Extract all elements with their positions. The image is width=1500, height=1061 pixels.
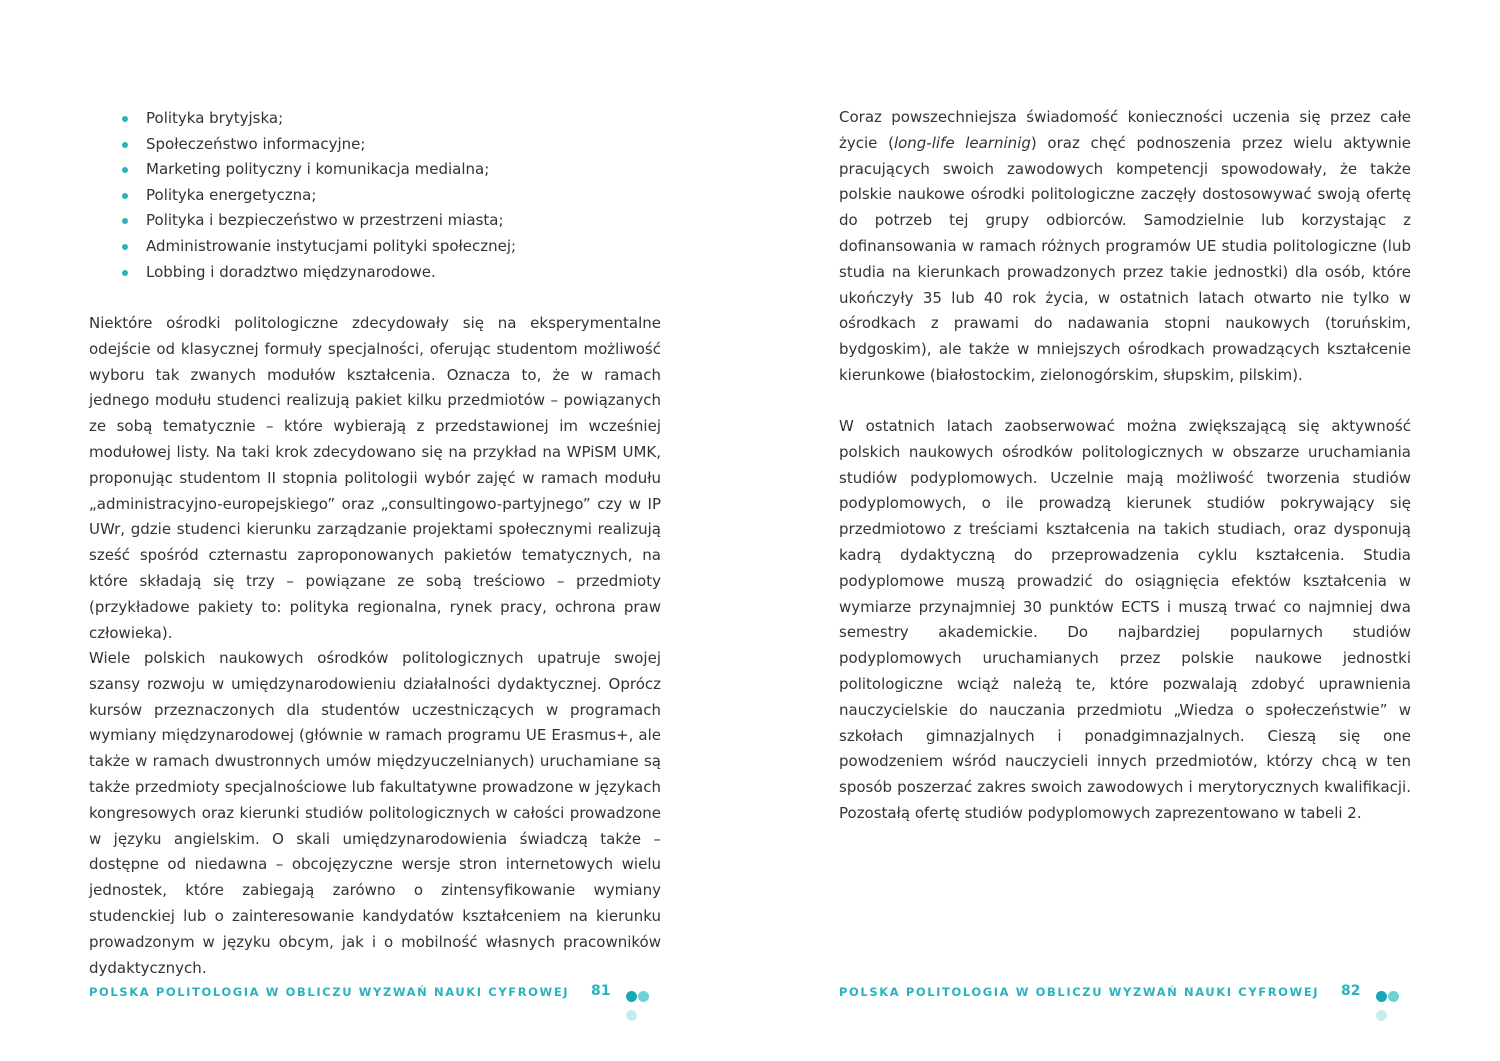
page-number: 81 <box>591 983 611 999</box>
running-title: POLSKA POLITOLOGIA W OBLICZU WYZWAŃ NAUKI CYFROWEJ <box>89 985 570 999</box>
page-number: 82 <box>1341 983 1361 999</box>
running-title: POLSKA POLITOLOGIA W OBLICZU WYZWAŃ NAUKI CYFROWEJ <box>839 985 1320 999</box>
paragraph-postgraduate: W ostatnich latach zaobserwować można zwiększającą się aktywność polskich naukowych ośrodków politologicznych w obszarze uruchamiania studiów podyplomowych. Uczelnie mają możliwość tworzenia studiów podyplomowych, o ile prowadzą kierunek studiów pokrywający się przedmiotowo z treściami kształcenia na takich studiach, oraz dysponują kadrą dydaktyczną do przeprowadzenia cyklu kształcenia. Studia podyplomowe muszą prowadzić do osiągnięcia efektów kształcenia w wymiarze przynajmniej 30 punktów ECTS i muszą trwać co najmniej dwa semestry akademickie. Do najbardziej popularnych studiów podyplomowych uruchamianych przez polskie naukowe jednostki politologiczne wciąż należą te, które pozwalają zdobyć uprawnienia nauczycielskie do nauczania przedmiotu „Wiedza o społeczeństwie” w szkołach gimnazjalnych i ponadgimnazjalnych. Cieszą się one powodzeniem wśród nauczycieli innych przedmiotów, którzy chcą w ten sposób poszerzać zakres swoich zawodowych i merytorycznych kwalifikacji. Pozostałą ofertę studiów podyplomowych zaprezentowano w tabeli 2. <box>839 417 1411 822</box>
paragraph-text-end: ) oraz chęć podnoszenia przez wielu aktywnie pracujących swoich zawodowych kompetencji spowodowały, że także polskie naukowe ośrodki politologiczne zaczęły dostosowywać swoją ofertę do potrzeb tej grupy odbiorców. Samodzielnie lub korzystając z dofinansowania w ramach różnych programów UE studia politologiczne (lub studia na kierunkach prowadzonych przez takie jednostki) dla osób, które ukończyły 35 lub 40 rok życia, w ostatnich latach otwarto nie tylko w ośrodkach z prawami do nadawania stopni naukowych (toruńskim, bydgoskim), ale także w mniejszych ośrodkach prowadzących kształcenie kierunkowe (białostockim, zielonogórskim, słupskim, pilskim). <box>839 133 1411 384</box>
list-item-text: Marketing polityczny i komunikacja medialna; <box>146 160 490 179</box>
paragraph-lifelong-learning <box>839 105 1411 389</box>
list-item-text: Polityka brytyjska; <box>146 109 284 127</box>
list-item <box>122 106 662 132</box>
list-item-text: Polityka i bezpieczeństwo w przestrzeni miasta; <box>146 211 504 230</box>
footer-dots-icon <box>626 987 661 1025</box>
list-item-text: Społeczeństwo informacyjne; <box>146 134 366 153</box>
bullet-icon <box>122 244 128 250</box>
bullet-icon <box>122 193 128 199</box>
paragraph-internationalization: Wiele polskich naukowych ośrodków politologicznych upatruje swojej szansy rozwoju w umiędzynarodowieniu działalności dydaktycznej. Oprócz kursów przeznaczonych dla studentów uczestniczących w programach wymiany międzynarodowej (głównie w ramach programu UE Erasmus+, ale także w ramach dwustronnych umów międzyuczelnianych) uruchamiane są także przedmioty specjalnościowe lub fakultatywne prowadzone w językach kongresowych oraz kierunki studiów politologicznych w całości prowadzone w języku angielskim. O skali umiędzynarodowienia świadczą także – dostępne od niedawna – obcojęzyczne wersje stron internetowych wielu jednostek, które zabiegają zarówno o zintensyfikowanie wymiany studenckiej lub o zainteresowanie kandydatów kształceniem na kierunku prowadzonym w języku obcym, jak i o mobilność własnych pracowników dydaktycznych. <box>89 649 661 977</box>
bullet-icon <box>122 218 128 224</box>
list-item-text: Polityka energetyczna; <box>146 185 317 204</box>
list-item <box>122 183 662 209</box>
page-footer <box>839 983 1411 1003</box>
list-item <box>122 208 662 234</box>
paragraph-text-start: Coraz powszechniejsza świadomość konieczności uczenia się przez całe życie ( <box>839 108 1411 152</box>
page-footer <box>89 983 661 1003</box>
list-item-text: Administrowanie instytucjami polityki społecznej; <box>146 236 517 255</box>
list-item-text: Lobbing i doradztwo międzynarodowe. <box>146 262 436 281</box>
list-item <box>122 234 662 260</box>
bullet-icon <box>122 142 128 148</box>
footer-dots-icon <box>1376 987 1411 1025</box>
paragraph-modules: Niektóre ośrodki politologiczne zdecydowały się na eksperymentalne odejście od klasycznej formuły specjalności, oferując studentom możliwość wyboru tak zwanych modułów kształcenia. Oznacza to, że w ramach jednego modułu studenci realizują pakiet kilku przedmiotów – powiązanych ze sobą tematycznie – które wybierają z przedstawionej im wcześniej modułowej listy. Na taki krok zdecydowano się na przykład na WPiSM UMK, proponując studentom II stopnia politologii wybór zajęć w ramach modułu „administracyjno-europejskiego” oraz „consultingowo-partyjnego” czy w IP UWr, gdzie studenci kierunku zarządzanie projektami społecznymi realizują sześć spośród czternastu zaproponowanych pakietów tematycznych, na które składają się trzy – powiązane ze sobą treściowo – przedmioty (przykładowe pakiety to: polityka regionalna, rynek pracy, ochrona praw człowieka). <box>89 314 661 642</box>
list-item <box>122 157 662 183</box>
bullet-icon <box>122 167 128 173</box>
list-item <box>122 132 662 158</box>
bullet-icon <box>122 270 128 276</box>
bullet-icon <box>122 116 128 122</box>
list-item <box>122 260 662 286</box>
italic-term: long-life learninig <box>893 133 1031 152</box>
bullet-list <box>122 106 662 285</box>
